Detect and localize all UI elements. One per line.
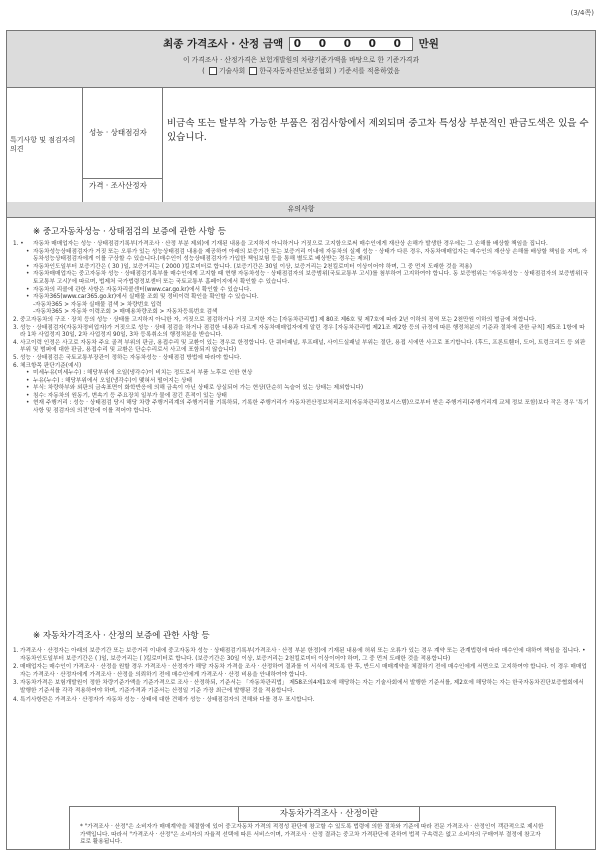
item-text: 자동차성능상태점검자가 거짓 또는 오류가 있는 성능상태점검 내용을 제공하여 아래의 보증기간 또는 보증거리 이내에 자동차의 실제 성능 · 상태가 다른 경우, 자동차매매업자는 매수인의 재산상 손해를 배상할 책임을 지며, 자동차성능상태점검자에게 이를 구상할 수 있습니다.(매수인이 성능상태점검자가 가입한 책임보험 등을 통해 별도로 배상받는 경우는 제외)	[33, 248, 588, 263]
item-number: 4.	[13, 339, 19, 346]
notice-item	[13, 370, 589, 378]
explain-text: * "가격조사 · 산정"은 소비자가 매매계약을 체결함에 있어 중고자동차 가격의 적정성 판단에 참고할 수 있도록 법령에 의한 절차와 기준에 따라 전문 가격조사 · 산정인이 객관적으로 제시한 가액입니다. 따라서 "가격조사 · 산정"은 소비자의 자율적 선택에 따른 서비스이며, 가격조사 · 산정 결과는 중고차 가격판단에 관하여 법적 구속력은 없고 소비자의 구매여부 결정에 참고자료로 활용됩니다.	[80, 824, 544, 846]
item-text: 자동차 매매업자는 성능 · 상태점검기록부(가격조사 · 산정 부분 제외)에 기재된 내용을 고지하지 아니하거나 거짓으로 고지함으로써 매수인에게 재산상 손해가 발생한 경우에는 그 손해를 배상할 책임을 집니다.	[33, 241, 548, 247]
item-text: -자동차365 > 자동차 실매물 검색 > 차량번호 입력	[33, 301, 162, 308]
notice-item	[13, 385, 589, 393]
item-text: 특기사항란은 가격조사 · 산정자가 자동차 성능 · 상태에 대한 견해가 성능 · 상태점검자의 견해와 다를 경우 표시합니다.	[20, 696, 315, 703]
standard-options: ( 기술사회 한국자동차진단보증협회 ) 기준서를 적용하였음	[202, 67, 400, 75]
notice-item	[13, 680, 589, 695]
notice-item	[13, 249, 589, 264]
item-text: 자동차365(www.car365.go.kr)에서 실매물 조회 및 정비이력 확인을 확인할 수 있습니다.	[33, 294, 259, 301]
section2-list	[13, 648, 589, 705]
item-number: 2.	[13, 316, 19, 323]
notice-item	[13, 340, 589, 355]
item-text: 중고자동차의 구조 · 장치 등의 성능 · 상태를 고지하지 아니한 자, 거짓으로 점검하거나 거짓 고지한 자는 [자동차관리법] 제 80조 제6호 및 제7호에 따라 2년 이하의 징역 또는 2천만원 이하의 벌금에 처합니다.	[20, 316, 537, 323]
notice-item	[13, 697, 589, 705]
item-text: 자동차인도일부터 보증기간은 ( 30 )일, 보증거리는 ( 2000 )킬로미터로 합니다. (보증기간은 30일 이상, 보증거리는 2천킬로미터 이상이어야 하며, 그 중 먼저 도래한 것을 적용)	[33, 263, 473, 270]
item-text: 가격조사 · 산정자는 아래의 보증기간 또는 보증거리 이내에 중고자동차 성능 · 상태점검기록부(가격조사 · 산정 부분 한정)에 기재된 내용에 허위 또는 오류가 있는 경우 계약 또는 관계법령에 따라 매수인에 대하여 책임을 집니다. • 자동차인도일부터 보증기간은 ( )일, 보증거리는 ( )킬로미터로 합니다. (보증기간은 30일 이상, 보증거리는 2천킬로미터 이상이어야 하며, 그 중 먼저 도래한 것을 적용합니다)	[20, 648, 586, 662]
notice-item	[13, 317, 589, 325]
item-text: 침수: 자동차의 원동기, 변속기 등 주요장치 일부가 물에 잠긴 흔적이 있는 상태	[33, 392, 227, 399]
checkbox-engineers-association[interactable]	[209, 67, 217, 75]
price-header	[7, 31, 595, 88]
item-text: 자동차가격은 보험개발원이 정한 차량기준가액을 기준가격으로 조사 · 산정하되, 기준서는 「자동차관리법」 제58조의4제1호에 해당하는 자는 기술사회에서 발행한 기준서를, 제2호에 해당하는 자는 한국자동차진단보증협회에서 발행한 기준서를 각각 적용하여야 하며, 기준가격과 기준서는 산정일 기준 가장 최근에 발행된 것을 적용합니다.	[20, 680, 584, 694]
bullet-icon: •	[26, 392, 30, 399]
item-text: 자동차의 리콜에 관한 사항은 자동차리콜센터(www.car.go.kr)에서 확인할 수 있습니다.	[33, 286, 252, 293]
checkbox-diagnosis-association[interactable]	[249, 67, 257, 75]
notice-heading: 유의사항	[7, 202, 595, 218]
bullet-icon: •	[26, 263, 30, 270]
notice-item	[13, 664, 589, 679]
item-number: 3.	[13, 680, 19, 687]
inspector-label: 성능 · 상태점검자	[83, 87, 163, 179]
bullet-icon: •	[26, 385, 30, 392]
explain-title: 자동차가격조사 · 산정이란	[238, 806, 420, 822]
explain-box	[69, 806, 556, 850]
item-number: 2.	[13, 664, 19, 671]
notice-item	[13, 355, 589, 363]
item-number: 3.	[13, 324, 19, 331]
opinion-section	[7, 87, 595, 203]
inspector-opinion-text: 비금속 또는 탈부착 가능한 부품은 점검사항에서 제외되며 중고차 특성상 부분적인 판금도색은 있을 수 있습니다.	[167, 118, 589, 143]
section1-list	[13, 241, 589, 416]
final-price-title: 최종 가격조사 · 산정 금액 0 0 0 0 0 만원	[163, 38, 439, 50]
notice-item	[13, 309, 589, 317]
notice-item	[13, 241, 589, 249]
item-number: 5.	[13, 354, 19, 361]
bullet-icon: •	[26, 294, 30, 301]
notice-item	[13, 363, 589, 371]
bullet-icon: •	[26, 400, 30, 407]
item-text: 성능 · 상태점검자(자동차정비업자)가 거짓으로 성능 · 상태 점검을 하거나 점검한 내용과 다르게 자동차매매업자에게 알린 경우 [자동차관리법 제21조 제2항 등의 규정에 따른 행정처분의 기준과 절차에 관한 규칙] 제5조 1항에 따라 1차 사업정지 30일, 2차 사업정지 90일, 3차 등록취소의 행정처분을 받습니다.	[20, 324, 585, 339]
bullet-icon: •	[26, 370, 30, 377]
notice-item	[13, 325, 589, 340]
bullet-icon: •	[26, 271, 30, 278]
bullet-icon: •	[26, 377, 30, 384]
item-text: 현재 주행거리 : 성능 · 상태점검 당시 해당 차량 주행거리계의 주행거리를 기록하되, 기록한 주행거리가 자동차전산정보처리조직(자동차관리정보시스템)으로부터 받은 주행거리(주행거리계 교체 정보 포함)보다 작은 경우 '특기사항 및 점검자의 의견'란에 이를 적어야 합니다.	[33, 400, 589, 415]
price-amount: 0 0 0 0 0	[289, 37, 413, 51]
notice-item	[13, 271, 589, 286]
item-text: 체크항목 판단기준(예시)	[20, 362, 82, 369]
bullet-icon: •	[26, 248, 30, 255]
item-text: 누유(누수) : 해당부위에서 오일(냉각수)이 맺혀서 떨어지는 상태	[33, 377, 192, 384]
item-text: 성능 · 상태점검은 국토교통부장관이 정하는 자동차성능 · 상태점검 방법에 따라야 합니다.	[20, 354, 242, 361]
notice-item	[13, 648, 589, 663]
item-text: 미세누유(미세누수) : 해당부위에 오일(냉각수)이 비치는 정도로서 부품 노후로 인한 현상	[33, 370, 253, 377]
opinion-label: 특기사항 및 점검자의 의견	[7, 87, 83, 202]
item-text: 매매업자는 매수인이 가격조사 · 산정을 원할 경우 가격조사 · 산정자가 해당 자동차 가격을 조사 · 산정하여 결과를 이 서식에 적도록 한 후, 반드시 매매계약을 체결하기 전에 매수인에게 서면으로 고지하여야 합니다. 이 경우 매매업자는 가격조사 · 산정자에게 가격조사 · 산정을 의뢰하기 전에 매수인에게 가격조사 · 산정 비용을 안내하여야 합니다.	[20, 664, 587, 678]
notice-item	[13, 400, 589, 415]
item-number: 4.	[13, 696, 19, 703]
bullet-icon: •	[26, 286, 30, 293]
item-text: 부식: 차량하부와 외판의 금속표면이 화학반응에 의해 금속이 아닌 상태로 상실되어 가는 현상(단순히 녹슬어 있는 상태는 제외합니다)	[33, 385, 364, 392]
item-text: 사고이력 인정은 사고로 자동차 주요 골격 부위의 판금, 용접수리 및 교환이 있는 경우로 한정합니다. 단 쿼터패널, 루프패널, 사이드실패널 부위는 절단, 용접 시에만 사고로 표기합니다. (후드, 프론트휀더, 도어, 트렁크리드 등 외판 부위 및 범퍼에 대한 판금, 용접수리 및 교환은 단순수리로서 사고에 포함되지 않습니다)	[20, 339, 586, 354]
appraiser-label: 가격 · 조사산정자	[83, 179, 163, 202]
item-number: 1. •	[13, 241, 24, 247]
section2-title: ※ 자동차가격조사 · 산정의 보증에 관한 사항 등	[33, 631, 210, 641]
page-number: (3/4쪽)	[570, 9, 594, 17]
item-text: 자동차매매업자는 중고자동차 성능 · 상태점검기록부를 매수인에게 고지할 때 현행 자동차성능 · 상태점검자의 보증범위(국토교통부 고시)를 첨부하여 고지하여야 합니다. 동 보증범위는 '자동차성능 · 상태점검자의 보증범위(국토교통부 고시)'에 따르며, 법제처 국가법령정보센터 또는 국토교통부 홈페이지에서 확인할 수 있습니다.	[33, 271, 589, 285]
notice-item	[13, 294, 589, 302]
item-number: 6.	[13, 362, 19, 369]
item-number: 1.	[13, 648, 19, 654]
item-text: -자동차365 > 자동차 이력조회 > 매매용차량조회 > 자동차등록번호 검색	[33, 309, 218, 316]
form-frame	[6, 30, 596, 850]
basis-line: 이 가격조사 · 산정가격은 보험개발원의 차량기준가액을 바탕으로 한 기준가격과	[182, 56, 420, 64]
section1-title: ※ 중고자동차성능 · 상태점검의 보증에 관한 사항 등	[33, 227, 226, 237]
price-unit: 만원	[418, 38, 439, 50]
